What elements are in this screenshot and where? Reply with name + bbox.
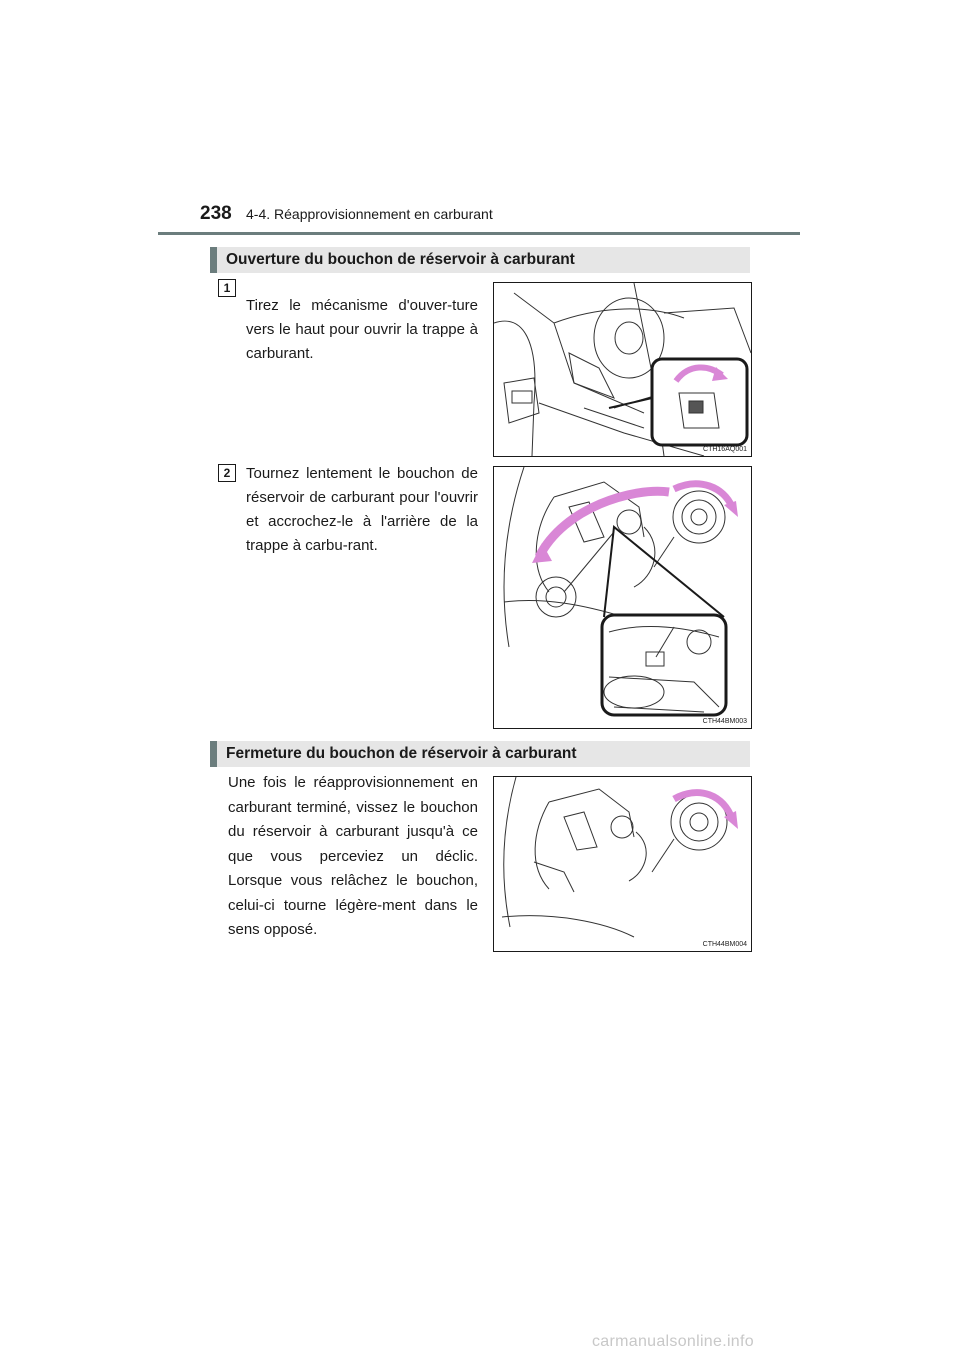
figure-fuel-cap-close [493, 776, 752, 952]
header-rule [158, 232, 800, 235]
figure-fuel-door-opener [493, 282, 752, 457]
step-1-text: Tirez le mécanisme d'ouver-ture vers le haut pour ouvrir la trappe à carburant. [246, 297, 478, 362]
section-title: Fermeture du bouchon de réservoir à carburant [226, 745, 577, 762]
footer-watermark: carmanualsonline.info [592, 1333, 754, 1350]
figure-fuel-cap-open [493, 466, 752, 729]
section-heading-closing [210, 741, 750, 767]
step-2-text: Tournez lentement le bouchon de réservoir de carburant pour l'ouvrir et accrochez-le à l'arrière de la trappe à carbu-rant. [246, 465, 478, 554]
running-head: 4-4. Réapprovisionnement en carburant [246, 206, 493, 222]
figure-code: CTH44BM004 [702, 941, 747, 948]
illustration-fuel-cap-removal [494, 467, 751, 728]
step-number-2: 2 [218, 464, 236, 482]
illustration-fuel-cap-tighten [494, 777, 751, 951]
section-accent-bar [210, 741, 217, 767]
figure-code: CTH44BM003 [702, 718, 747, 725]
closing-text: Une fois le réapprovisionnement en carburant terminé, vissez le bouchon du réservoir à carburant jusqu'à ce que vous perceviez un déclic. Lorsque vous relâchez le bouchon, celui-ci tourne légère-ment dans le sens opposé. [228, 774, 478, 938]
section-accent-bar [210, 247, 217, 273]
section-title: Ouverture du bouchon de réservoir à carburant [226, 251, 575, 268]
figure-code: CTH16AQ001 [703, 446, 747, 453]
step-number-1: 1 [218, 279, 236, 297]
illustration-interior-opener [494, 283, 751, 456]
page-number: 238 [200, 203, 232, 224]
section-heading-opening [210, 247, 750, 273]
